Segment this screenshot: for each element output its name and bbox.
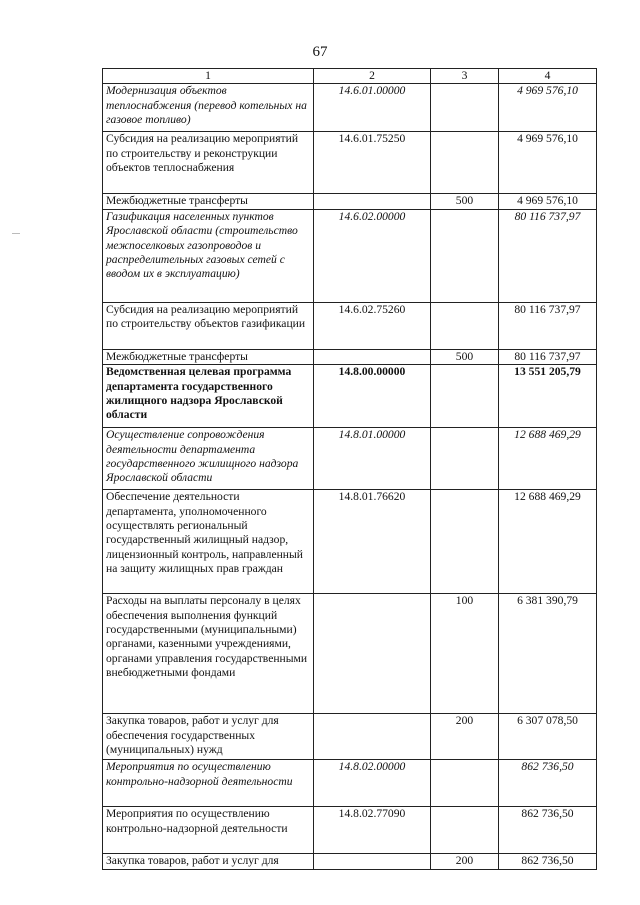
table-row <box>103 807 597 854</box>
name-cell: Модернизация объектов теплоснабжения (перевод котельных на газовое топливо) <box>103 84 314 132</box>
vr-cell <box>431 84 499 132</box>
code-cell: 14.6.02.75260 <box>314 302 431 349</box>
budget-table <box>102 68 597 870</box>
table-row <box>103 760 597 807</box>
table-row <box>103 194 597 209</box>
table-row <box>103 854 597 869</box>
vr-cell <box>431 490 499 594</box>
table-row <box>103 365 597 428</box>
name-cell: Закупка товаров, работ и услуг для <box>103 854 314 869</box>
code-cell: 14.6.01.75250 <box>314 132 431 194</box>
code-cell <box>314 194 431 209</box>
vr-cell: 500 <box>431 194 499 209</box>
vr-cell: 500 <box>431 349 499 364</box>
table-row <box>103 349 597 364</box>
table-row <box>103 594 597 714</box>
margin-mark <box>12 233 20 234</box>
code-cell <box>314 714 431 760</box>
code-cell: 14.6.02.00000 <box>314 209 431 302</box>
amount-cell: 80 116 737,97 <box>499 349 597 364</box>
name-cell: Газификация населенных пунктов Ярославской области (строительство межпоселковых газопроводов и распределительных газовых сетей с вводом их в эксплуатацию) <box>103 209 314 302</box>
page-number: 67 <box>312 44 328 60</box>
vr-cell <box>431 209 499 302</box>
vr-cell <box>431 132 499 194</box>
name-cell: Межбюджетные трансферты <box>103 349 314 364</box>
code-cell <box>314 854 431 869</box>
amount-cell: 6 307 078,50 <box>499 714 597 760</box>
table-header-row <box>103 69 597 84</box>
table-row <box>103 490 597 594</box>
vr-cell <box>431 302 499 349</box>
name-cell: Обеспечение деятельности департамента, уполномоченного осуществлять региональный государственный жилищный надзор, лицензионный контроль, направленный на защиту жилищных прав граждан <box>103 490 314 594</box>
table-row <box>103 428 597 490</box>
table-row <box>103 302 597 349</box>
code-cell <box>314 349 431 364</box>
table-row <box>103 84 597 132</box>
code-cell: 14.8.00.00000 <box>314 365 431 428</box>
amount-cell: 4 969 576,10 <box>499 84 597 132</box>
vr-cell: 200 <box>431 714 499 760</box>
code-cell <box>314 594 431 714</box>
vr-cell <box>431 365 499 428</box>
amount-cell: 12 688 469,29 <box>499 490 597 594</box>
name-cell: Закупка товаров, работ и услуг для обеспечения государственных (муниципальных) нужд <box>103 714 314 760</box>
column-header: 1 <box>103 69 314 84</box>
code-cell: 14.8.02.77090 <box>314 807 431 854</box>
vr-cell: 100 <box>431 594 499 714</box>
vr-cell: 200 <box>431 854 499 869</box>
code-cell: 14.8.02.00000 <box>314 760 431 807</box>
vr-cell <box>431 760 499 807</box>
amount-cell: 862 736,50 <box>499 807 597 854</box>
vr-cell <box>431 428 499 490</box>
name-cell: Ведомственная целевая программа департамента государственного жилищного надзора Ярославской области <box>103 365 314 428</box>
code-cell: 14.8.01.76620 <box>314 490 431 594</box>
name-cell: Межбюджетные трансферты <box>103 194 314 209</box>
name-cell: Субсидия на реализацию мероприятий по строительству объектов газификации <box>103 302 314 349</box>
code-cell: 14.8.01.00000 <box>314 428 431 490</box>
amount-cell: 862 736,50 <box>499 760 597 807</box>
column-header: 4 <box>499 69 597 84</box>
column-header: 2 <box>314 69 431 84</box>
amount-cell: 4 969 576,10 <box>499 132 597 194</box>
table-row <box>103 132 597 194</box>
name-cell: Мероприятия по осуществлению контрольно-надзорной деятельности <box>103 807 314 854</box>
name-cell: Осуществление сопровождения деятельности департамента государственного жилищного надзора Ярославской области <box>103 428 314 490</box>
amount-cell: 4 969 576,10 <box>499 194 597 209</box>
vr-cell <box>431 807 499 854</box>
amount-cell: 862 736,50 <box>499 854 597 869</box>
code-cell: 14.6.01.00000 <box>314 84 431 132</box>
table-row <box>103 209 597 302</box>
name-cell: Субсидия на реализацию мероприятий по строительству и реконструкции объектов теплоснабжения <box>103 132 314 194</box>
name-cell: Мероприятия по осуществлению контрольно-надзорной деятельности <box>103 760 314 807</box>
amount-cell: 80 116 737,97 <box>499 209 597 302</box>
amount-cell: 12 688 469,29 <box>499 428 597 490</box>
table-row <box>103 714 597 760</box>
amount-cell: 13 551 205,79 <box>499 365 597 428</box>
name-cell: Расходы на выплаты персоналу в целях обеспечения выполнения функций государственными (муниципальными) органами, казенными учреждениями, органами управления государственными внебюджетными фондами <box>103 594 314 714</box>
amount-cell: 80 116 737,97 <box>499 302 597 349</box>
column-header: 3 <box>431 69 499 84</box>
amount-cell: 6 381 390,79 <box>499 594 597 714</box>
